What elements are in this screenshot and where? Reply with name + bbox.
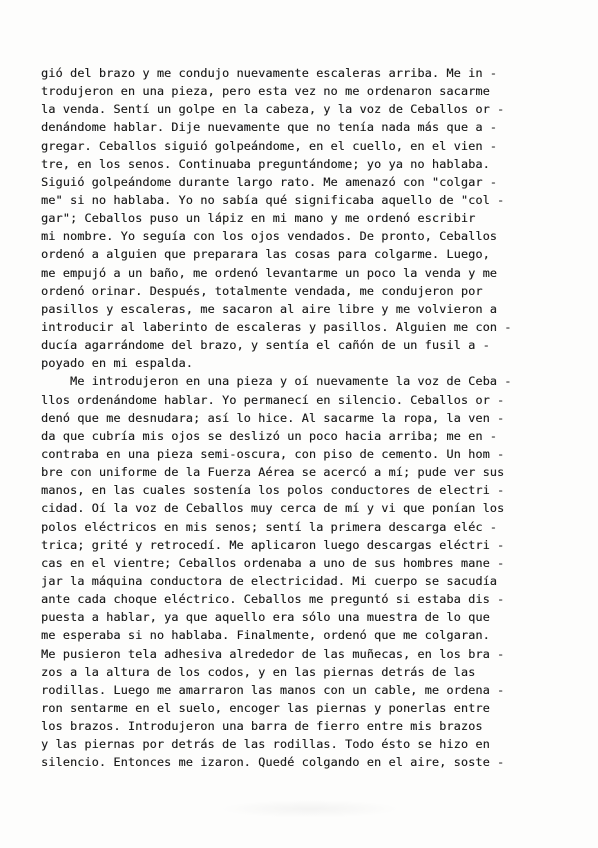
text-line: polos eléctricos en mis senos; sentí la primera descarga eléc - [41, 519, 498, 534]
text-line: cas en el vientre; Ceballos ordenaba a uno de sus hombres mane - [41, 555, 505, 570]
text-line: ordenó orinar. Después, totalmente vendada, me condujeron por [41, 283, 483, 298]
text-line: jar la máquina conductora de electricidad. Mi cuerpo se sacudía [41, 573, 498, 588]
text-line: ordenó a alguien que preparara las cosas para colgarme. Luego, [41, 247, 490, 262]
text-line: y las piernas por detrás de las rodillas. Todo ésto se hizo en [41, 737, 490, 752]
text-line: gregar. Ceballos siguió golpeándome, en el cuello, en el vien - [41, 138, 498, 153]
text-line: la venda. Sentí un golpe en la cabeza, y la voz de Ceballos or - [41, 102, 505, 117]
text-line: mi nombre. Yo seguía con los ojos vendados. De pronto, Ceballos [41, 229, 498, 244]
text-line: trodujeron en una pieza, pero esta vez no me ordenaron sacarme [41, 84, 490, 99]
text-line: contraba en una pieza semi-oscura, con piso de cemento. Un hom - [41, 446, 505, 461]
text-line: pasillos y escaleras, me sacaron al aire libre y me volvieron a [41, 301, 498, 316]
text-line: trica; grité y retrocedí. Me aplicaron luego descargas eléctri - [41, 537, 505, 552]
text-line: puesta a hablar, ya que aquello era sólo una muestra de lo que [41, 610, 490, 625]
text-line: gió del brazo y me condujo nuevamente escaleras arriba. Me in - [41, 66, 498, 80]
text-line: zos a la altura de los codos, y en las piernas detrás de las [41, 664, 476, 679]
text-line: ducía agarrándome del brazo, y sentía el cañón de un fusil a - [41, 338, 490, 353]
text-line: me esperaba si no hablaba. Finalmente, ordenó que me colgaran. [41, 628, 490, 643]
typewritten-text-body [41, 64, 561, 771]
scan-smudge [220, 800, 400, 818]
text-line: Siguió golpeándome durante largo rato. Me amenazó con "colgar - [41, 174, 498, 189]
text-line: bre con uniforme de la Fuerza Aérea se acercó a mí; pude ver sus [41, 465, 505, 480]
text-line: me empujó a un baño, me ordenó levantarme un poco la venda y me [41, 265, 498, 280]
text-line: los brazos. Introdujeron una barra de fierro entre mis brazos [41, 719, 483, 734]
text-line: Me introdujeron en una pieza y oí nuevamente la voz de Ceba - [41, 374, 512, 389]
text-line: ante cada choque eléctrico. Ceballos me preguntó si estaba dis - [41, 592, 505, 607]
text-line: llos ordenándome hablar. Yo permanecí en silencio. Ceballos or - [41, 392, 505, 407]
text-line: denó que me desnudara; así lo hice. Al sacarme la ropa, la ven - [41, 410, 505, 425]
text-line: cidad. Oí la voz de Ceballos muy cerca de mí y vi que ponían los [41, 501, 505, 516]
text-line: Me pusieron tela adhesiva alrededor de las muñecas, en los bra - [41, 646, 505, 661]
text-line: me" si no hablaba. Yo no sabía qué significaba aquello de "col - [41, 192, 505, 207]
text-line: silencio. Entonces me izaron. Quedé colgando en el aire, soste - [41, 755, 505, 770]
text-line: denándome hablar. Dije nuevamente que no tenía nada más que a - [41, 120, 498, 135]
text-line: introducir al laberinto de escaleras y pasillos. Alguien me con - [41, 319, 512, 334]
text-line: da que cubría mis ojos se deslizó un poco hacia arriba; me en - [41, 428, 498, 443]
text-line: manos, en las cuales sostenía los polos conductores de electri - [41, 483, 505, 498]
text-line: rodillas. Luego me amarraron las manos con un cable, me ordena - [41, 682, 505, 697]
text-line: gar"; Ceballos puso un lápiz en mi mano y me ordenó escribir [41, 211, 476, 226]
text-line: tre, en los senos. Continuaba preguntándome; yo ya no hablaba. [41, 156, 490, 171]
text-line: ron sentarme en el suelo, encoger las piernas y ponerlas entre [41, 700, 490, 715]
text-line: poyado en mi espalda. [41, 356, 194, 371]
